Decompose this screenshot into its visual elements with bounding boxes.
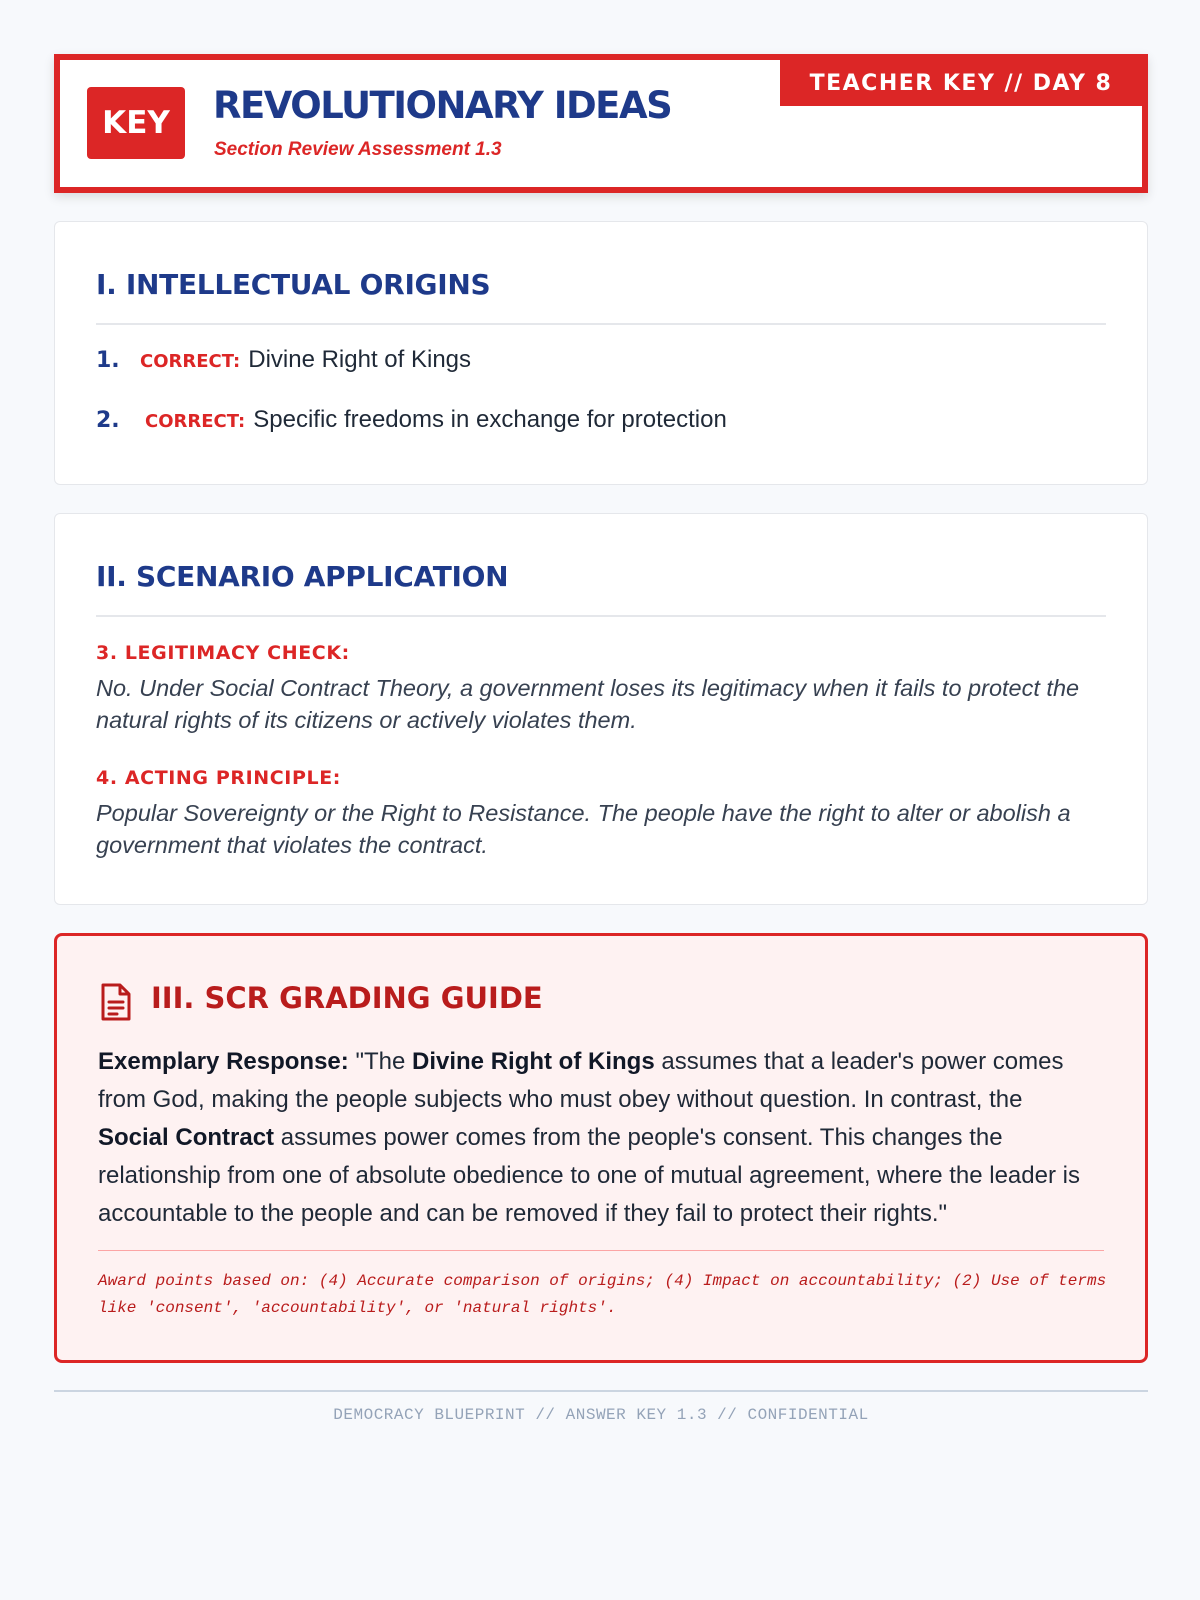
guide-title: III. SCR GRADING GUIDE <box>151 981 543 1015</box>
question-answer: Popular Sovereignty or the Right to Resistance. The people have the right to alter or abolish a government that violates the contract. <box>96 800 1071 858</box>
teacher-key-tag: TEACHER KEY // DAY 8 <box>780 60 1142 106</box>
section-title: II. SCENARIO APPLICATION <box>96 560 509 593</box>
guide-divider <box>98 1250 1104 1251</box>
response-text: assumes that a leader's power comes from God, making the people subjects who must obey without question. In contrast, the <box>98 1048 1064 1113</box>
section-scenario-application <box>54 513 1148 905</box>
exemplary-response <box>98 1043 1098 1233</box>
header-banner <box>54 54 1148 193</box>
correct-label: CORRECT: <box>145 411 246 432</box>
answer-item <box>96 406 727 436</box>
answer-item <box>96 346 471 376</box>
document-icon <box>99 982 133 1022</box>
response-text: assumes power comes from the people's consent. This changes the relationship from one of absolute obedience to one of mutual agreement, where the leader is accountable to the people and can be removed if they fail to protect their rights." <box>98 1124 1080 1227</box>
answer-text: Specific freedoms in exchange for protection <box>253 406 727 433</box>
section-title: I. INTELLECTUAL ORIGINS <box>96 268 491 301</box>
key-term: Divine Right of Kings <box>412 1048 655 1075</box>
page-title: REVOLUTIONARY IDEAS <box>213 84 672 127</box>
footer-divider <box>54 1390 1148 1392</box>
question-label: 3. LEGITIMACY CHECK: <box>96 642 350 664</box>
question-answer: No. Under Social Contract Theory, a government loses its legitimacy when it fails to protect the natural rights of its citizens or actively violates them. <box>96 675 1080 733</box>
answer-number: 1. <box>96 348 120 373</box>
scr-grading-guide <box>54 933 1148 1363</box>
response-text: "The <box>348 1048 412 1075</box>
section-divider <box>96 323 1106 325</box>
answer-number: 2. <box>96 408 120 433</box>
exemplary-label: Exemplary Response: <box>98 1048 349 1075</box>
answer-text: Divine Right of Kings <box>248 346 472 373</box>
key-badge: KEY <box>87 87 185 159</box>
key-term: Social Contract <box>98 1124 275 1151</box>
grading-note: Award points based on: (4) Accurate comparison of origins; (4) Impact on accountability; (2) Use of terms like 'consent', 'accountability', or 'natural rights'. <box>98 1272 1107 1317</box>
section-intellectual-origins <box>54 221 1148 485</box>
page-subtitle: Section Review Assessment 1.3 <box>214 139 502 160</box>
footer-text: DEMOCRACY BLUEPRINT // ANSWER KEY 1.3 // CONFIDENTIAL <box>333 1406 869 1424</box>
question-label: 4. ACTING PRINCIPLE: <box>96 767 341 789</box>
correct-label: CORRECT: <box>140 351 241 372</box>
section-divider <box>96 615 1106 617</box>
